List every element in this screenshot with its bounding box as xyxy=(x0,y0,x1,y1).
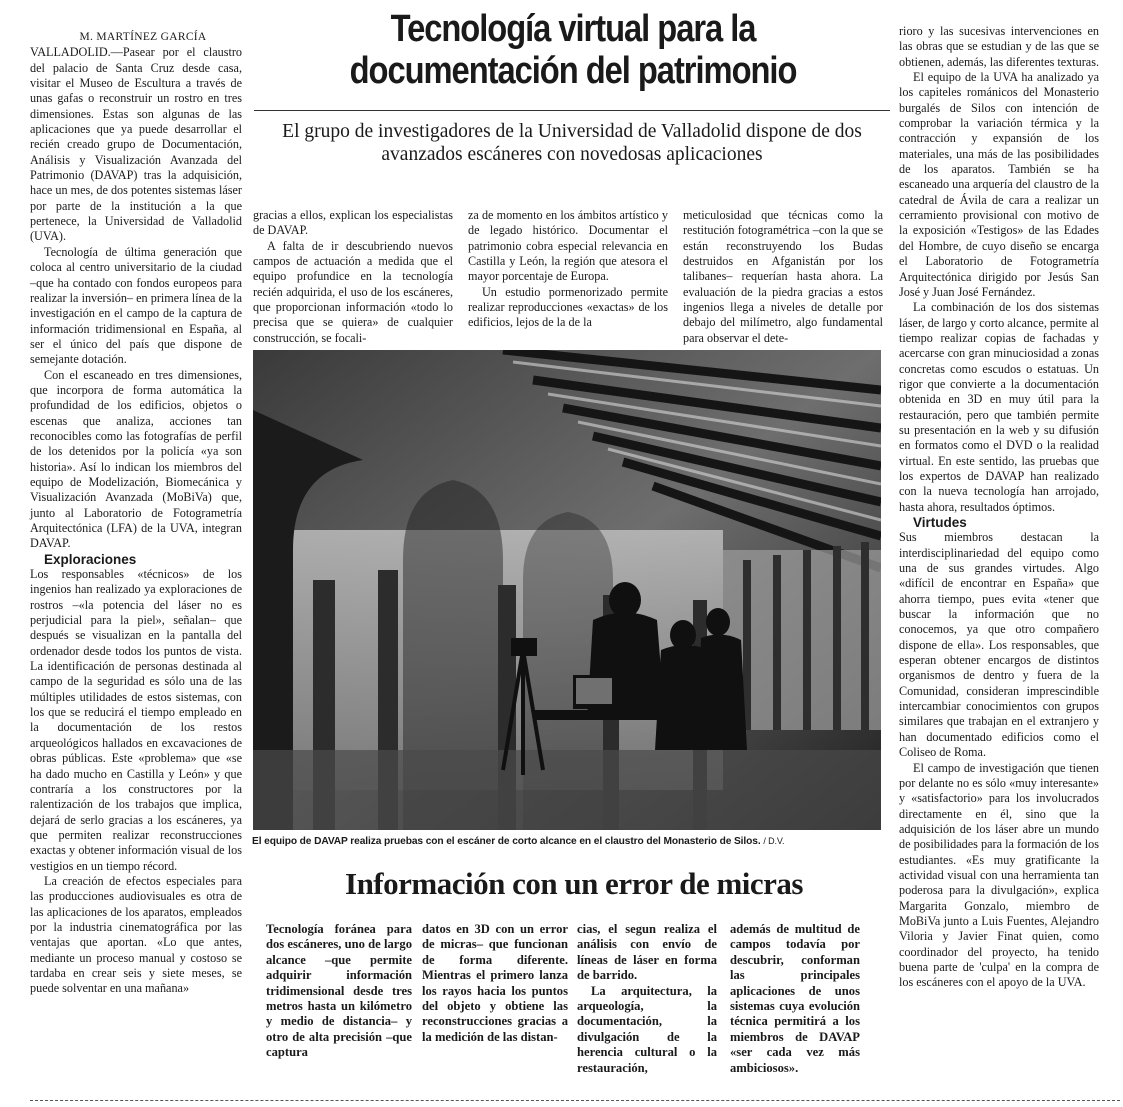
paragraph: Los responsables «técnicos» de los ingenios han realizado ya exploraciones de rostros –«la potencia del láser no es perjudicial para la piel», señalan– que después se visualizan en la pantalla del ordenador desde todos los puntos de vista. La identificación de personas destinada al campo de la seguridad es sólo una de las múltiples utilidades de estos sistemas, con los que se reducirá el tiempo empleado en la documentación de los restos arqueológicos hallados en excavaciones de obras públicas. Este «problema» que «se ha dado mucho en Castilla y León» y que contraría a los constructores por la ralentización de los trabajos que implica, dejará de serlo gracias a los escáneres, ya que permiten realizar reconstrucciones exactas y obtener información visual de los vestigios en un tiempo récord. xyxy=(30,567,242,873)
paragraph: Tecnología de última generación que coloca al centro universitario de la ciudad –que ha contado con fondos europeos para realizar la inversión– en primera línea de la investigación en el campo de la captura de información tridimensional en España, al ser el único del país que dispone de semejante dotación. xyxy=(30,244,242,367)
sidebar-headline: Información con un error de micras xyxy=(345,866,803,901)
column-4 xyxy=(683,208,883,346)
paragraph: Sus miembros destacan la interdisciplinariedad del equipo como una de sus grandes virtudes. Algo «difícil de encontrar en España» que ahorra tiempo, pues evita «tener que buscar la información que no conocemos, ya que otro compañero dispone de ella». Los responsables, que esperan obtener encargos de distintos organismos de dentro y fuera de la Comunidad, consideran imprescindible intercambiar conocimientos con grupos similares que trabajan en el extranjero y han documentado edificios como el Coliseo de Roma. xyxy=(899,530,1099,760)
paragraph: La arquitectura, la arqueología, la documentación, la divulgación de la herencia cultural o la restauración, xyxy=(577,983,717,1075)
column-2 xyxy=(253,208,453,346)
article-deck: El grupo de investigadores de la Universidad de Valladolid dispone de dos avanzados escáneres con novedosas aplicaciones xyxy=(282,121,862,165)
sidebar-column-3 xyxy=(577,922,717,1076)
paragraph: cias, el segun realiza el análisis con envío de líneas de láser en forma de barrido. xyxy=(577,922,717,983)
subhead-virtudes: Virtudes xyxy=(913,515,967,530)
paragraph: gracias a ellos, explican los especialistas de DAVAP. xyxy=(253,208,453,238)
caption-text: El equipo de DAVAP realiza pruebas con el escáner de corto alcance en el claustro del Monasterio de Silos. xyxy=(252,836,761,847)
paragraph: A falta de ir descubriendo nuevos campos de actuación a medida que el equipo profundice en la tecnología recién adquirida, el uso de los escáneres, que proporcionan información «todo lo precisa que se quiera» de cualquier construcción, se focali- xyxy=(253,238,453,345)
column-5 xyxy=(899,24,1099,991)
paragraph: La creación de efectos especiales para las producciones audiovisuales es otra de las aplicaciones de los aparatos, empleados por la industria cinematográfica por las ventajas que aportan. «Lo que antes, mediante un proceso manual y costoso se tardaba en crear seis y siete meses, se puede solventar en una mañana» xyxy=(30,873,242,996)
headline-rule xyxy=(254,110,890,111)
paragraph: además de multitud de campos todavía por descubrir, conforman las principales aplicaciones de unos sistemas cuya evolución técnica permitirá a los miembros de DAVAP «ser cada vez más ambiciosos». xyxy=(730,922,860,1075)
photo-caption xyxy=(252,836,892,847)
paragraph: El equipo de la UVA ha analizado ya los capiteles románicos del Monasterio burgalés de Silos con intención de comprobar la variación térmica y la contracción y expansión de los materiales, una más de las posibilidades de los aparatos. También se ha escaneado una arquería del claustro de la catedral de Ávila de cara a realizar un cerramiento provisional con motivo de la exposición «Testigos» de las Edades del Hombre, de cuyo diseño se encarga el Laboratorio de Fotogrametría Arquitectónica dirigido por Jesús San José y Juan José Fernández. xyxy=(899,70,1099,299)
paragraph: rioro y las sucesivas intervenciones en las obras que se estudian y de las que se obtienen, además, las diferentes texturas. xyxy=(899,24,1100,69)
paragraph: La combinación de los dos sistemas láser, de largo y corto alcance, permite al tiempo realizar copias de fachadas y acercarse con gran minuciosidad a zonas concretas como escudos o estatuas. Un rigor que convierte a la documentación obtenida en 3D en muy útil para la restauración, pero que también permite su presentación en la web y su difusión en formatos como el DVD o la realidad virtual. En este sentido, las pruebas que los expertos de DAVAP han realizado con la nueva tecnología han arrojado, hasta ahora, resultados óptimos. xyxy=(899,300,1099,514)
sidebar-column-1 xyxy=(266,922,412,1061)
cloister-photo xyxy=(253,350,881,830)
byline: M. MARTÍNEZ GARCÍA xyxy=(79,31,207,43)
cloister-photo-illustration xyxy=(253,350,881,830)
sidebar-column-4 xyxy=(730,922,860,1076)
paragraph: meticulosidad que técnicas como la restitución fotogramétrica –con la que se están reconstruyendo los Budas destruidos en Afganistán por los talibanes– requerían hasta ahora. La evaluación de la piedra gracias a estos ingenios llega a niveles de detalle por debajo del milímetro, algo fundamental para observar el dete- xyxy=(683,208,883,345)
paragraph: datos en 3D con un error de micras– que funcionan de forma diferente. Mientras el primero lanza los rayos hacia los puntos del objeto y obtiene las reconstrucciones gracias a la medición de las distan- xyxy=(422,922,568,1044)
paragraph: Un estudio pormenorizado permite realizar reproducciones «exactas» de los edificios, lejos de la de la xyxy=(468,284,668,330)
column-3 xyxy=(468,208,668,331)
sidebar-column-2 xyxy=(422,922,568,1045)
paragraph: za de momento en los ámbitos artístico y de legado histórico. Documentar el patrimonio cobra especial relevancia en Castilla y León, la región que atesora el mayor porcentaje de Europa. xyxy=(468,208,668,284)
paragraph: El campo de investigación que tienen por delante no es sólo «muy interesante» y «satisfactorio» para los involucrados directamente en él, sino que la adquisición de los láser abre un mundo de posibilidades para la formación de los estudiantes. «Es muy gratificante la actividad visual con una herramienta tan poderosa para la divulgación», explica Margarita Gonzalo, miembro de MoBiVa junto a Luis Fuentes, Alejandro Viloria y Javier Finat quien, como coordinador del proyecto, ha tenido buena parte de 'culpa' en la compra de los escáneres con el apoyo de la UVA. xyxy=(899,760,1099,990)
paragraph: VALLADOLID.—Pasear por el claustro del palacio de Santa Cruz desde casa, visitar el Museo de Escultura a través de unas gafas o reconstruir un rostro en tres dimensiones. Estas son algunas de las aplicaciones que ya puede desarrollar el recién creado grupo de Documentación, Análisis y Visualización Avanzada del Patrimonio (DAVAP) tras la adquisición, hace un mes, de dos potentes sistemas láser por parte de la institución a la que pertenece, la Universidad de Valladolid (UVA). xyxy=(30,45,242,244)
caption-credit: / D.V. xyxy=(763,836,785,846)
article-headline: Tecnología virtual para la documentación del patrimonio xyxy=(349,8,797,92)
column-1 xyxy=(30,30,242,997)
paragraph: Tecnología foránea para dos escáneres, uno de largo alcance –que permite adquirir información tridimensional desde tres metros hasta un kilómetro y medio de distancia– y otro de alta precisión –que captura xyxy=(266,922,412,1060)
subhead-exploraciones: Exploraciones xyxy=(44,551,137,567)
paragraph: Con el escaneado en tres dimensiones, que incorpora de forma automática la profundidad de los edificios, objetos o escenas que analiza, acciones tan reconocibles como las fotografías de perfil de los detenidos por la policía «ya son historia». Así lo indican los miembros del equipo de Modelización, Biomecánica y Visualización Avanzada (MoBiVa) que, junto al Laboratorio de Fotogrametría Arquitectónica (LFA) de la UVA, integran DAVAP. xyxy=(30,367,242,551)
page-bottom-rule xyxy=(30,1100,1120,1103)
